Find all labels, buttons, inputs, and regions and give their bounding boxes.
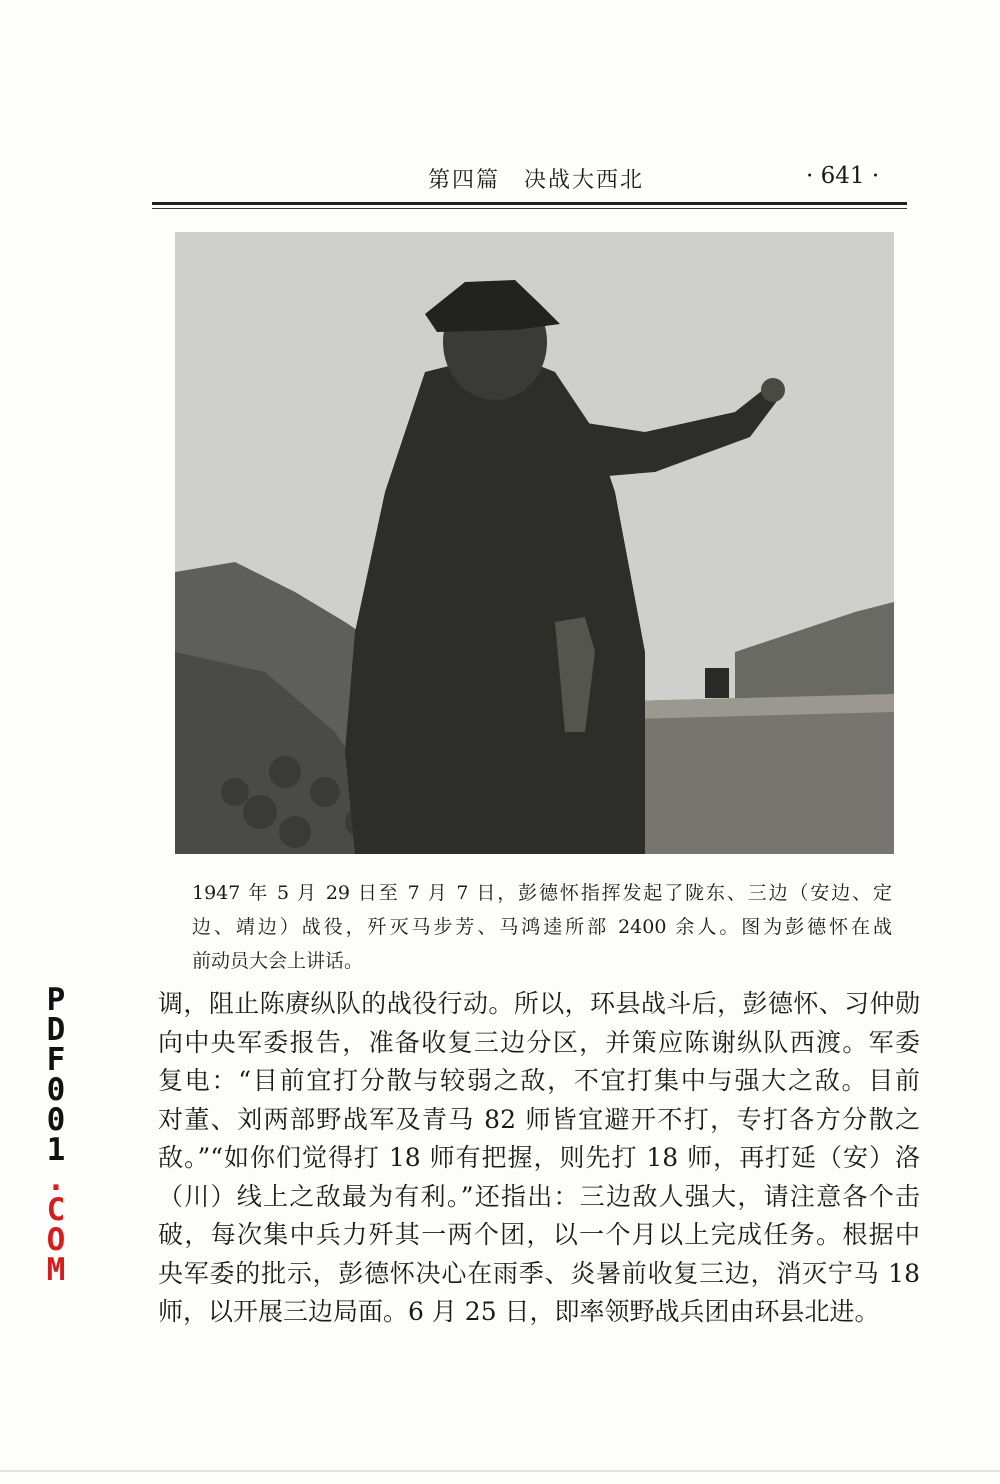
- caption-line: 边、靖边）战役，歼灭马步芳、马鸿逵所部 2400 余人。图为彭德怀在战: [192, 916, 892, 938]
- body-line: 复电：“目前宜打分散与较弱之敌，不宜打集中与强大之敌。目前: [158, 1066, 920, 1095]
- page-bottom-edge: [0, 1470, 1000, 1472]
- watermark-part-red: [36, 1162, 76, 1288]
- caption-line: 前动员大会上讲话。: [192, 950, 364, 972]
- photo-illustration: [175, 232, 894, 854]
- watermark-char: .: [46, 1162, 66, 1198]
- watermark-part-black: [36, 982, 76, 1168]
- site-watermark: [36, 982, 76, 1288]
- running-header-title: 第四篇 决战大西北: [428, 168, 645, 193]
- body-line: （川）线上之敌最为有利。”还指出：三边敌人强大，请注意各个击: [158, 1181, 920, 1211]
- body-line: 向中央军委报告，准备收复三边分区，并策应陈谢纵队西渡。军委: [158, 1027, 920, 1057]
- body-line: 破，每次集中兵力歼其一两个团，以一个月以上完成任务。根据中: [158, 1220, 920, 1249]
- body-paragraph: [158, 985, 920, 1332]
- watermark-char: M: [46, 1252, 66, 1288]
- header-rule-thick: [152, 202, 907, 205]
- photo-caption: [192, 876, 892, 978]
- body-line: 央军委的批示，彭德怀决心在雨季、炎暑前收复三边，消灭宁马 18: [158, 1258, 920, 1288]
- body-line: 敌。”“如你们觉得打 18 师有把握，则先打 18 师，再打延（安）洛: [158, 1143, 920, 1172]
- watermark-char: 0: [46, 1072, 66, 1108]
- watermark-char: F: [46, 1042, 66, 1078]
- body-line: 师，以开展三边局面。6 月 25 日，即率领野战兵团由环县北进。: [158, 1297, 880, 1326]
- watermark-char: O: [46, 1222, 66, 1258]
- historical-photo: [175, 232, 894, 854]
- page-number: · 641 ·: [806, 163, 880, 189]
- watermark-char: 0: [46, 1102, 66, 1138]
- header-rule-thin: [152, 208, 907, 209]
- watermark-char: 1: [46, 1132, 66, 1168]
- body-line: 对董、刘两部野战军及青马 82 师皆宜避开不打，专打各方分散之: [158, 1104, 920, 1134]
- watermark-char: D: [46, 1012, 66, 1048]
- watermark-char: P: [46, 982, 66, 1018]
- watermark-char: C: [46, 1192, 66, 1228]
- body-line: 调，阻止陈赓纵队的战役行动。所以，环县战斗后，彭德怀、习仲勋: [158, 989, 920, 1018]
- caption-line: 1947 年 5 月 29 日至 7 月 7 日，彭德怀指挥发起了陇东、三边（安边、定: [192, 882, 892, 904]
